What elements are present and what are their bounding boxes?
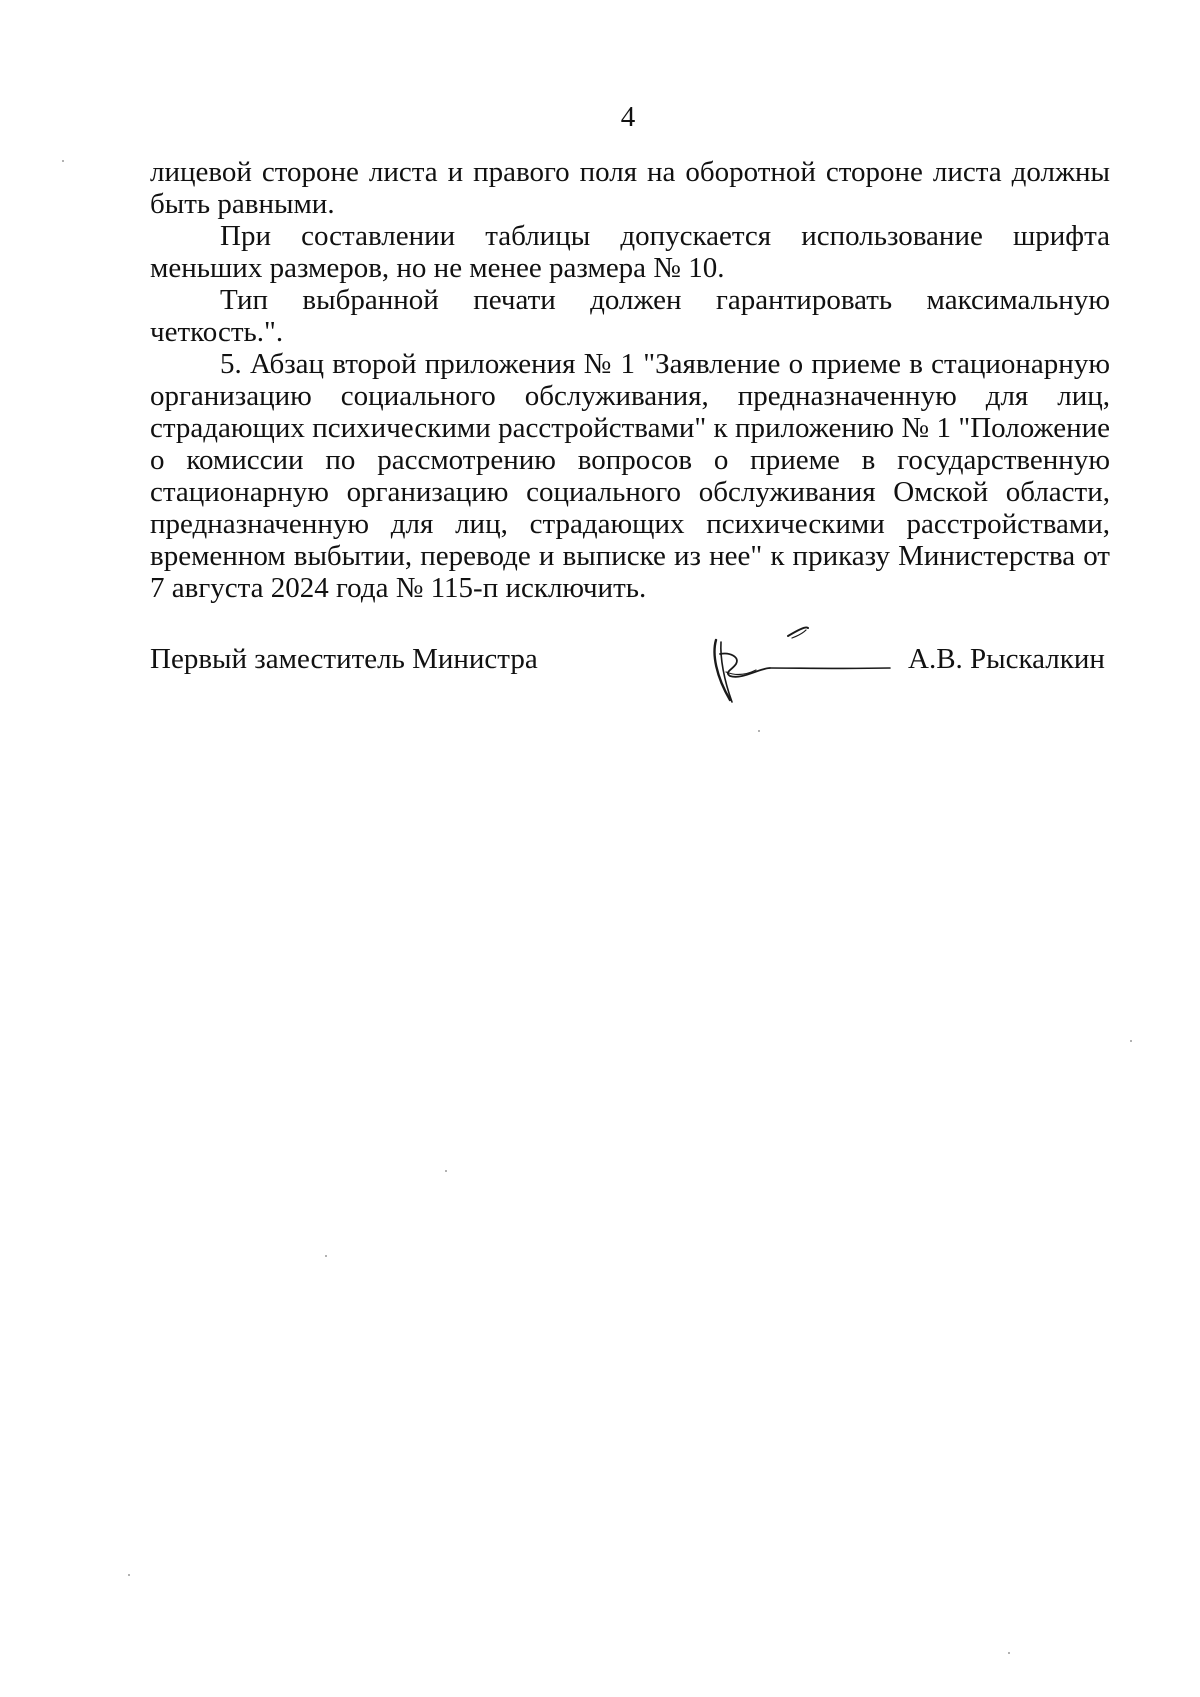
scan-speck xyxy=(325,1255,327,1257)
signatory-position: Первый заместитель Министра xyxy=(150,643,538,675)
paragraph-table-font: При составлении таблицы допускается использование шрифта меньших размеров, но не менее размера № 10. xyxy=(150,220,1110,284)
signatory-name: А.В. Рыскалкин xyxy=(908,643,1105,675)
signature-block xyxy=(0,640,1200,730)
scan-speck xyxy=(445,1170,447,1172)
paragraph-continuation: лицевой стороне листа и правого поля на оборотной стороне листа должны быть равными. xyxy=(150,156,1110,220)
handwritten-signature xyxy=(690,624,900,714)
scan-speck xyxy=(758,730,760,732)
scan-speck xyxy=(1130,1040,1132,1042)
scan-speck xyxy=(1008,1652,1010,1654)
page-number: 4 xyxy=(620,101,636,133)
scan-speck xyxy=(128,1574,130,1576)
paragraph-item-5: 5. Абзац второй приложения № 1 "Заявление о приеме в стационарную организацию социального обслуживания, предназначенную для лиц, страдающих психическими расстройствами" к приложению № 1 "Положение о комиссии по рассмотрению вопросов о приеме в государственную стационарную организацию социального обслуживания Омской области, предназначенную для лиц, страдающих психическими расстройствами, временном выбытии, переводе и выписке из нее" к приказу Министерства от 7 августа 2024 года № 115-п исключить. xyxy=(150,348,1110,604)
document-body xyxy=(150,156,1110,604)
paragraph-print-type: Тип выбранной печати должен гарантировать максимальную четкость.". xyxy=(150,284,1110,348)
scan-speck xyxy=(62,160,64,162)
